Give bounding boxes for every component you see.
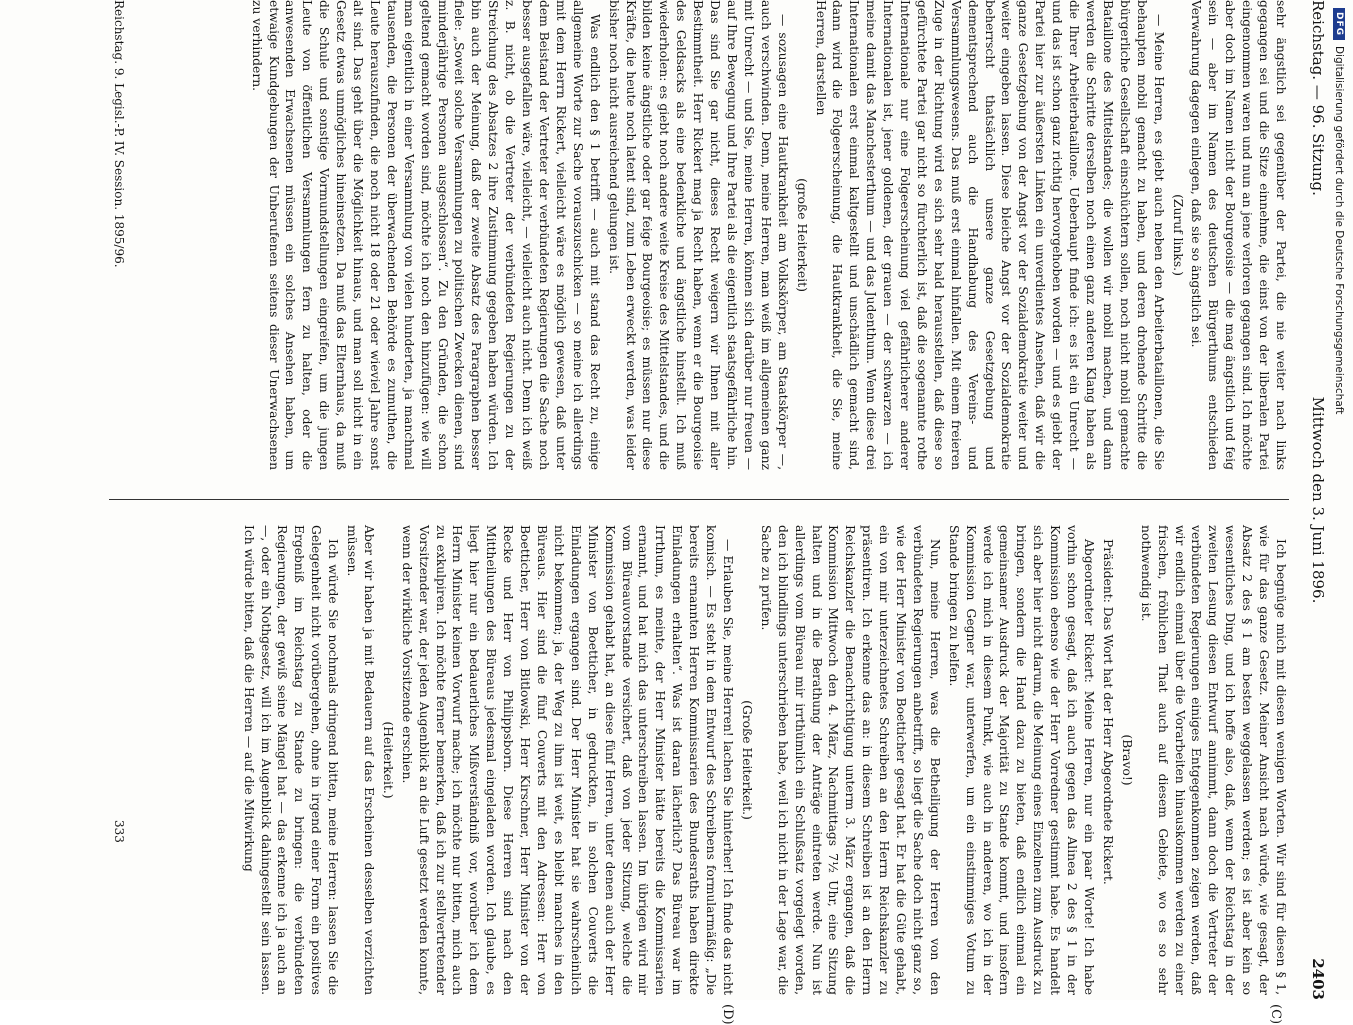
right-column	[238, 525, 1289, 995]
paragraph: — sozusagen eine Hautkrankheit am Volkskörper, am Staatskörper —, auch verschwinden. Denn, meine Herren, man weiß im allgemeinen ganz mit Unrecht — und Sie, meine Herren, können sich darüber nur freuen — auf Ihre Bewegung und Ihre Partei als die eigentlich staatsgefährliche hin. Das sind Sie gar nicht, dieses Recht weigern wir Ihnen mit aller Bestimmtheit. Herr Rickert mag ja Recht haben, wenn er die Bourgeoisie des Geldsacks als eine bedenkliche und ängstliche hinstellt. Ich muß wiederholen: es giebt noch andere weite Kreise des Mittelstandes, und die bilden keine ängstliche oder gar feige Bourgeoisie; es müssen nur diese Kräfte, die heute noch latent sind, zum Leben erweckt werden, was leider bisher noch nicht ausreichend gelungen ist.	[606, 0, 790, 470]
paragraph: Aber wir haben ja mit Bedauern auf das Erscheinen desselben verzichten müssen.	[345, 525, 376, 995]
paragraph: Ich würde Sie nochmals dringend bitten, meine Herren: lassen Sie die Gelegenheit nicht vorübergehen, ohne in irgend einer Form ein positives Ergebniß im Reichstag zu Stande zu bringen: die verbündeten Regierungen, der gewiß seine Mängel hat — das erkenne ich ja auch an —, oder ein Nothgesetz, will ich im Augenblick dahingestellt sein lassen. Ich würde bitten, daß die Herren — auf die Mitwirkung	[241, 525, 341, 995]
column-divider	[109, 499, 1289, 500]
speaker-announcement: Präsident: Das Wort hat der Herr Abgeordnete Rickert.	[1100, 539, 1115, 885]
paragraph: Was endlich den § 1 betrifft — auch mit stand das Recht zu, einige allgemeine Worte zur Sache vorauszuschicken — so meine ich allerdings mit dem Herrn Rickert, vielleicht wäre es möglich gewesen, daß unter dem Beistand der Vertreter der verbündeten Regierungen die Sache noch besser ausgefallen wäre, vielleicht, — vielleicht auch nicht. Denn ich weiß z. B. nicht, ob die Vertreter der verbündeten Regierungen zu der Streichung des Absatzes 2 ihre Zustimmung gegeben haben würden. Ich bin auch der Meinung, daß der zweite Absatz des Paragraphen besser fiele: „Soweit solche Versammlungen zu politischen Zwecken dienen, sind minderjährige Personen ausgeschlossen“. Zu den Gründen, die schon geltend gemacht worden sind, möchte ich noch den hinzufügen: wie will man eigentlich in einer Versammlung von vielen hunderten, ja manchmal tausenden, die Personen der überwachenden Behörde es zumuthen, die Leute herauszufinden, die noch nicht 18 oder 21 oder wieviel Jahre sonst alt sind. Das geht über die Möglichkeit hinaus, und man soll nicht in ein Gesetz etwas unmögliches hineinsetzen. Da muß das Elternhaus, da muß die Schule und sonstige Vormundstellungen eingreifen, um die jungen Leute von öffentlichen Versammlungen fern zu halten, oder die anwesenden Erwachsenen müssen ein solches Ansehen haben, um etwaige Kundgebungen der Unberufenen seitens dieser Unerwachsenen zu verhindern.	[249, 0, 602, 470]
header-session: Reichstag. — 96. Sitzung.	[1309, 0, 1327, 196]
interjection: (Große Heiterkeit.)	[739, 700, 754, 820]
paragraph: sehr ängstlich sei gegenüber der Partei, die nie weiter nach links gegangen sei und die Sitze einnehme, die einst von der liberalen Partei eingenommen waren und nun an jene verloren gegangen sind. Ich möchte aber doch im Namen nicht der Bourgeoisie — die mag ängstlich und feig sein — aber im Namen des deutschen Bürgerthums entschieden Verwahrung dagegen einlegen, daß sie so ängstlich sei.	[1189, 0, 1288, 470]
interjection: (große Heiterkeit)	[794, 178, 809, 292]
interjection: (Heiterkeit.)	[380, 721, 395, 799]
paragraph: Abgeordneter Rickert: Meine Herren, nur ein paar Worte! Ich habe vorhin schon gesagt, daß ich auch gegen das Alinea 2 des § 1 in der Kommission ebenso wie der Herr Vorredner gestimmt habe. Es handelt sich aber hier nicht darum, die Meinung eines Einzelnen zum Ausdruck zu bringen, sondern die Hand dazu zu bieten, daß endlich einmal ein gemeinsamer Ausdruck der Majorität zu Stande kommt, und insofern werde ich mich in diesem Punkt, wie auch in anderen, wo ich in der Kommission Gegner war, unterwerfen, um ein einstimmiges Votum zu Stande bringen zu helfen.	[946, 525, 1097, 995]
left-column	[246, 0, 1289, 470]
paragraph: — Erlauben Sie, meine Herren! lachen Sie hinterher! Ich finde das nicht komisch. — Es steht in dem Entwurf des Schreibens formularmäßig: „Die bereits ernannten Herren Kommissarien des Bundesraths haben direkte Einladungen erhalten“. Was ist daran lächerlich? Das Büreau war im Irrthum, es meinte, der Herr Minister hätte bereits die Kommissarien ernannt, und hat mich das unterschreiben lassen. Im übrigen wird mir vom Büreauvorstande versichert, daß von jeder Sitzung, welche die Kommission gehabt hat, an diese fünf Herren, unter denen auch der Herr Minister von Boetticher, in gedruckten, in solchen Couverts die Einladungen ergangen sind. Der Herr Minister hat sie wahrscheinlich nicht bekommen; ja, der Weg zu ihm ist weit, es bleibt manches in den Büreaus. Hier sind die fünf Couverts mit den Adressen: Herr von Boetticher, Herr von Bitlowski, Herr Kirschner, Herr Minister von der Recke und Herr von Philippsborn. Diese Herren sind nach den Mittheilungen des Büreaus jedesmal eingeladen worden. Ich glaube, es liegt hier nur ein bedauerliches Mißverständniß vor, worüber ich dem Herrn Minister keinen Vorwurf mache; ich möchte nur bitten, mich auch zu exkulpiren. Ich möchte ferner bemerken, daß ich zur stellvertretender Vorsitzender war, der jeden Augenblick an die Luft gesetzt werden konnte, wenn der wirkliche Vorsitzende erschien.	[399, 525, 735, 995]
paragraph: Ich begnüge mich mit diesen wenigen Worten. Wir sind für diesen § 1, wie für das ganze Gesetz. Meiner Ansicht nach würde, wie gesagt, der Absatz 2 des § 1 am besten weggelassen werden; es ist aber kein so wesentliches Ding, und ich hoffe also, daß, wenn der Reichstag in der zweiten Lesung diesen Entwurf annimmt, dann doch die Vertreter der verbündeten Regierungen einiges Entgegenkommen zeigen werden, daß wir endlich einmal über die Vorarbeiten hinauskommen werden zu einer frischen, fröhlichen That auch auf diesem Gebiete, wo es so sehr nothwendig ist.	[1138, 525, 1288, 995]
paragraph: — Meine Herren, es giebt auch neben den Arbeiterbataillonen, die Sie behaupten mobil gemacht zu haben, und deren drohende Schritte die bürgerliche Gesellschaft einschüchtern sollen, noch nicht mobil gemachte Bataillone des Mittelstandes; die wollen wir mobil machen, und dann werden die Schritte derselben noch einen ganz anderen Klang haben als die Ihrer Arbeiterbataillone. Ueberhaupt finde ich: es ist ein Unrecht — und das ist schon ganz richtig hervorgehoben worden — und es giebt der Partei hier zur äußersten Linken ein unverdientes Ansehen, daß wir die ganze Gesetzgebung von der Angst vor der Sozialdemokratie weiter und weiter eingeben lassen. Diese bleiche Angst vor der Sozialdemokratie beherrscht thatsächlich unsere ganze Gesetzgebung und dementsprechend auch die Handhabung des Vereins- und Versammlungswesens. Das muß erst einmal hinfallen. Mit einem freieren Zuge in der Richtung wird es sich sehr bald herausstellen, daß diese so gefürchtete Partei gar nicht so fürchterlich ist, daß die sogenannte rothe Internationale nur eine Folgeerscheinung viel gefährlicherer anderer Internationalen ist, jener goldenen, der grauen — der schwarzen — ich meine damit das Manchesterthum — und das Judenthum. Wenn diese drei Internationalen erst einmal kaltgestellt und unschädlich gemacht sind, dann wird die Folgeerscheinung, die Hautkrankheit, die Sie, meine Herren, darstellen	[813, 0, 1166, 470]
paragraph: Nun, meine Herren, was die Betheiligung der Herren von den verbündeten Regierungen anbetrifft, so liegt die Sache doch nicht ganz so, wie der Herr Minister von Boetticher gesagt hat. Er hat die Güte gehabt, ein von mir unterzeichnetes Schreiben an den Herrn Reichskanzler zu präsentiren. Ich erkenne das an: in diesem Schreiben ist an den Herrn Reichskanzler die Benachrichtigung unterm 3. März ergangen, daß die Kommission Mittwoch den 4. März, Nachmittags 7½ Uhr, eine Sitzung halten und in die Berathung der Anträge eintreten werde. Nun ist allerdings vom Büreau mir irrthümlich ein Schlußsatz vorgelegt worden, den ich blindlings unterschrieben habe, weil ich nicht in der Lage war, die Sache zu prüfen.	[758, 525, 942, 995]
margin-mark-c: (C)	[1268, 1004, 1283, 1025]
digitization-note	[1328, 8, 1350, 992]
header-page-number: 2403	[1309, 958, 1327, 1000]
interjection: (Zuruf links.)	[1170, 194, 1185, 276]
dfg-logo: DFG	[1333, 8, 1345, 40]
page-footer-number: 333	[112, 820, 126, 843]
digitization-text: Digitalisierung gefördert durch die Deutsche Forschungsgemeinschaft	[1333, 46, 1345, 415]
page-footer-session: Reichstag. 9. Legisl.-P. IV. Session. 1895/96.	[112, 0, 126, 268]
header-date: Mittwoch den 3. Juni 1896.	[1309, 396, 1327, 604]
margin-mark-d: (D)	[720, 1004, 735, 1025]
interjection: (Bravo!)	[1119, 734, 1134, 786]
